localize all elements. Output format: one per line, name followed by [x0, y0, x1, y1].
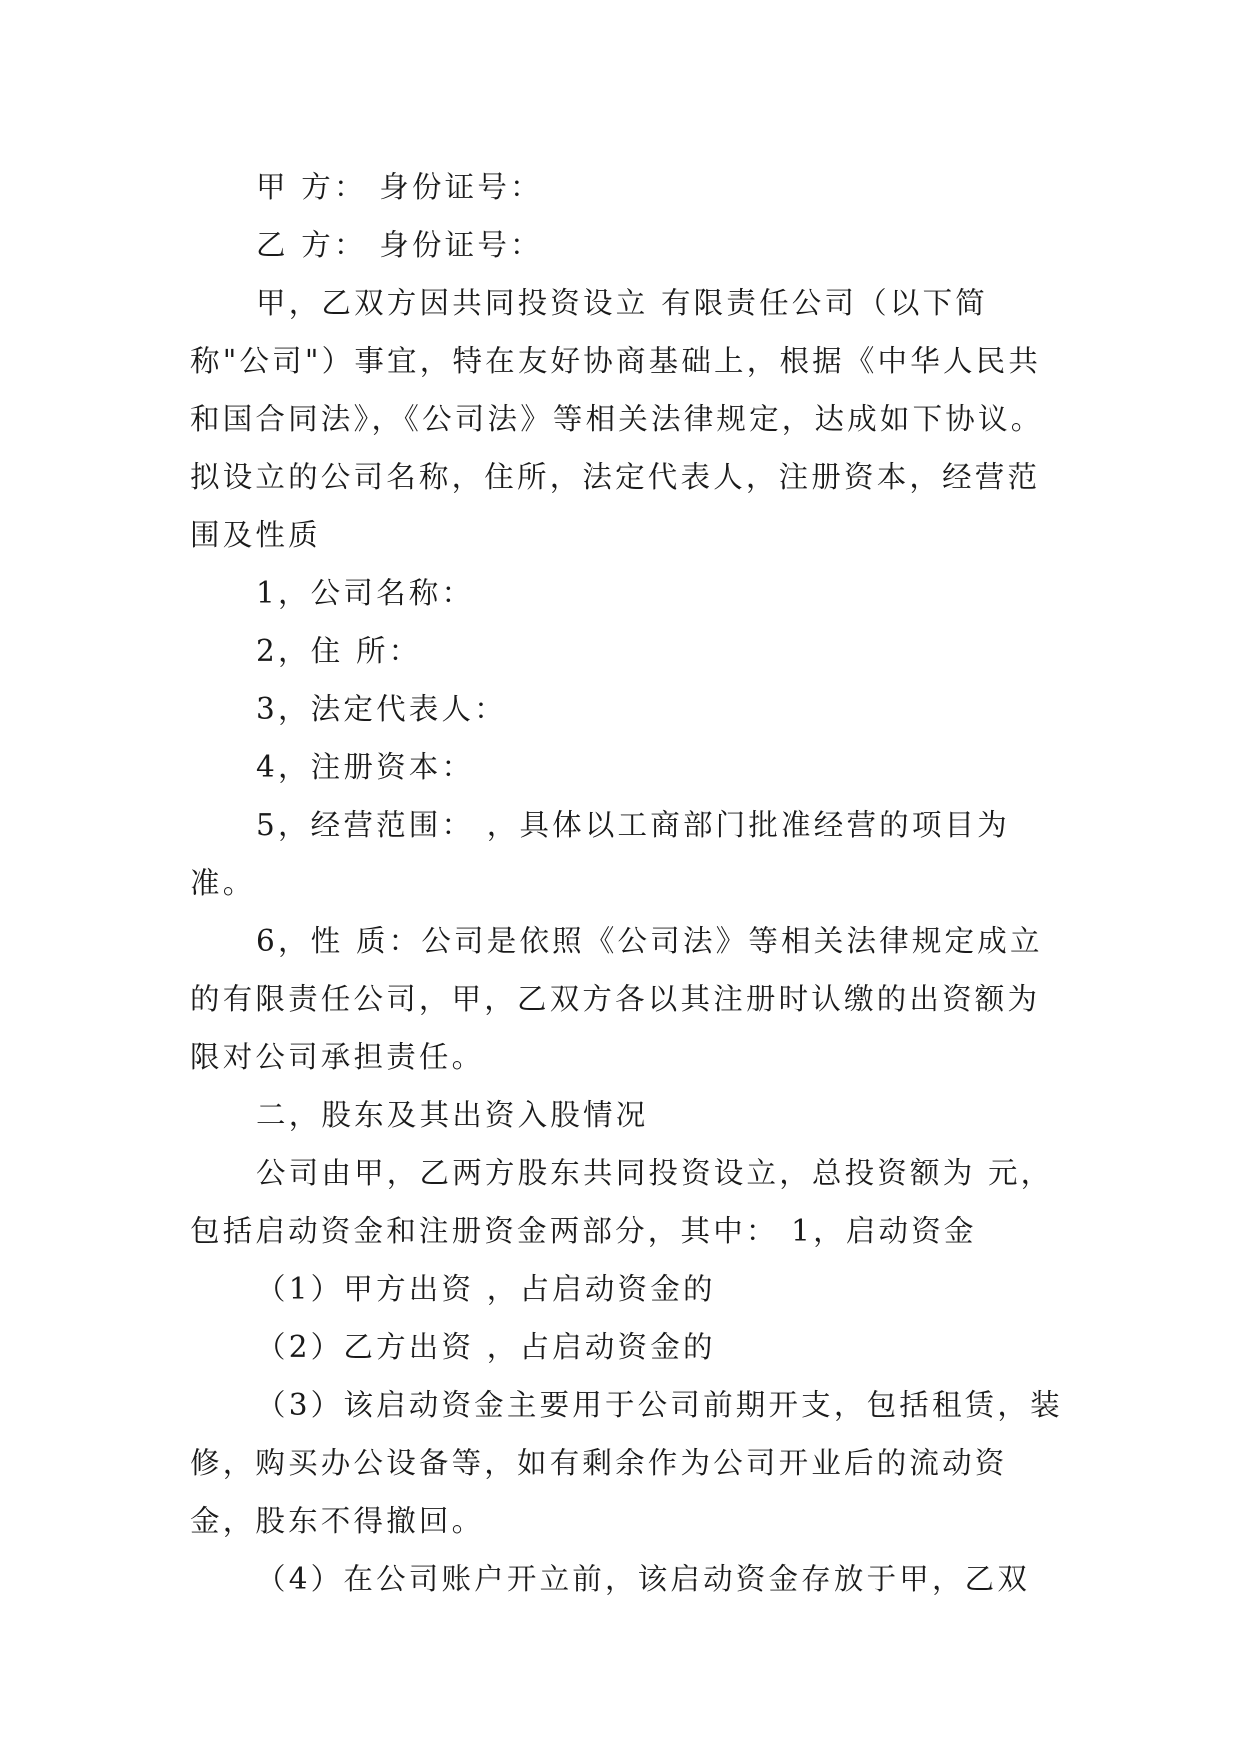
investment-paragraph: 公司由甲，乙两方股东共同投资设立，总投资额为 元，包括启动资金和注册资金两部分，其中： 1，启动资金: [190, 1156, 1054, 1248]
item-nature: 6，性 质：公司是依照《公司法》等相关法律规定成立的有限责任公司，甲，乙双方各以其注册时认缴的出资额为限对公司承担责任。: [190, 924, 1043, 1074]
document-body: [190, 158, 1070, 1608]
item-legal-representative: 3，法定代表人：: [256, 692, 507, 726]
sub-item-4: （4）在公司账户开立前，该启动资金存放于甲，乙双: [256, 1562, 1031, 1596]
intro-paragraph: 甲，乙双方因共同投资设立 有限责任公司（以下简称"公司"）事宜，特在友好协商基础上，根据《中华人民共和国合同法》，《公司法》等相关法律规定，达成如下协议。拟设立的公司名称，住所，法定代表人，注册资本，经营范围及性质: [190, 286, 1044, 552]
party-a-line: 甲 方： 身份证号：: [256, 170, 543, 204]
party-b-line: 乙 方： 身份证号：: [256, 228, 543, 262]
sub-item-2: （2）乙方出资 ，占启动资金的: [256, 1330, 716, 1364]
sub-item-1: （1）甲方出资 ，占启动资金的: [256, 1272, 716, 1306]
section-heading-shareholders: 二，股东及其出资入股情况: [256, 1098, 649, 1132]
item-business-scope: 5，经营范围： ，具体以工商部门批准经营的项目为准。: [190, 808, 1010, 900]
item-company-name: 1，公司名称：: [256, 576, 475, 610]
item-address: 2，住 所：: [256, 634, 422, 668]
sub-item-3: （3）该启动资金主要用于公司前期开支，包括租赁，装修，购买办公设备等，如有剩余作为公司开业后的流动资金，股东不得撤回。: [190, 1388, 1063, 1538]
item-registered-capital: 4，注册资本：: [256, 750, 475, 784]
